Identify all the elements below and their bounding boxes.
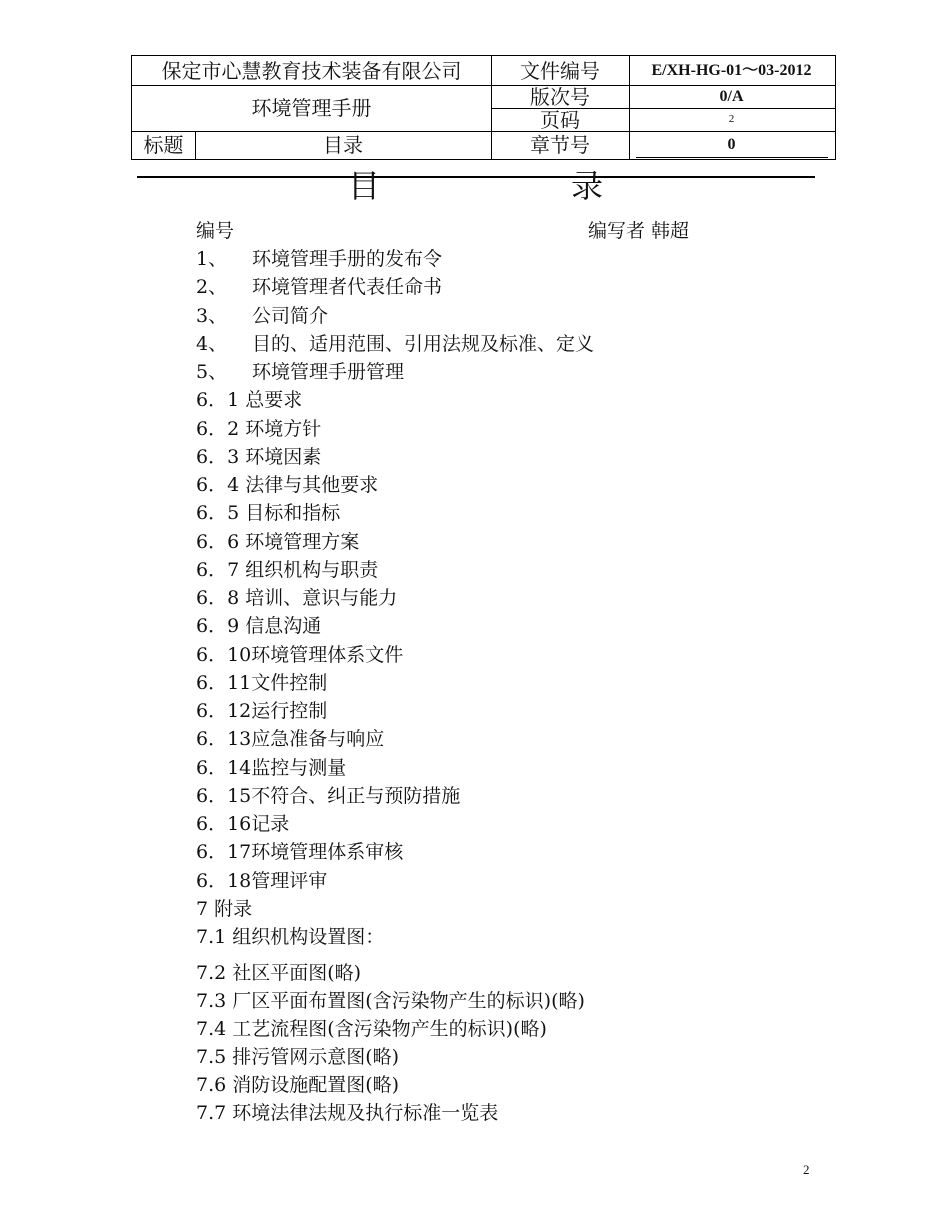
- version-value: 0/A: [719, 87, 744, 105]
- version-underline: [636, 108, 828, 109]
- toc-item: 6．3 环境因素: [196, 446, 322, 468]
- chapter-label: 章节号: [530, 132, 590, 157]
- toc-item: 7.2 社区平面图(略): [196, 962, 362, 984]
- toc-item: [196, 274, 442, 300]
- company-name: 保定市心慧教育技术装备有限公司: [161, 58, 462, 83]
- toc-item-number: 4、: [196, 333, 228, 355]
- toc-item: 6．6 环境管理方案: [196, 531, 360, 553]
- title-value: 目录: [323, 132, 363, 157]
- toc-item: 6．17环境管理体系审核: [196, 841, 404, 863]
- toc-item-number: 2、: [196, 276, 228, 298]
- toc-item: [196, 246, 442, 272]
- toc-item: 7.1 组织机构设置图：: [196, 926, 385, 948]
- toc-item: 6．7 组织机构与职责: [196, 559, 379, 581]
- toc-item: [196, 359, 404, 385]
- page-value: 2: [728, 113, 735, 125]
- toc-item: 7.6 消防设施配置图(略): [196, 1074, 400, 1096]
- doc-number-value: E/XH-HG-01～03-2012: [651, 61, 812, 79]
- toc-item-text: 环境管理手册的发布令: [252, 248, 443, 270]
- toc-item: 6．9 信息沟通: [196, 615, 322, 637]
- chapter-value: 0: [727, 135, 736, 153]
- page-label: 页码: [540, 107, 580, 132]
- toc-item: 6．1 总要求: [196, 389, 303, 411]
- heading-char-1: 目: [348, 167, 381, 205]
- page-number: 2: [803, 1162, 810, 1177]
- toc-item-text: 环境管理手册管理: [252, 361, 405, 383]
- toc-column-label: 编号: [196, 220, 235, 242]
- toc-item: 6．12运行控制: [196, 700, 328, 722]
- page-heading: [0, 166, 950, 206]
- toc-item: [196, 331, 594, 357]
- toc-item: 6．18管理评审: [196, 870, 328, 892]
- author-line: 编写者 韩超: [588, 220, 690, 242]
- toc-item-number: 3、: [196, 305, 228, 327]
- toc-item: 7.7 环境法律法规及执行标准一览表: [196, 1102, 499, 1124]
- toc-item: 6．2 环境方针: [196, 418, 322, 440]
- toc-item: 6．5 目标和指标: [196, 502, 341, 524]
- toc-item: 6．15不符合、纠正与预防措施: [196, 785, 461, 807]
- toc-item-text: 环境管理者代表任命书: [252, 276, 443, 298]
- toc-item-number: 1、: [196, 248, 228, 270]
- toc-item: [196, 303, 328, 329]
- doc-number-label: 文件编号: [520, 58, 600, 83]
- toc-item: 6．13应急准备与响应: [196, 728, 385, 750]
- toc-item: 6．10环境管理体系文件: [196, 644, 404, 666]
- toc-item-text: 目的、适用范围、引用法规及标准、定义: [252, 333, 595, 355]
- manual-title: 环境管理手册: [251, 96, 372, 120]
- toc-item: 7.3 厂区平面布置图(含污染物产生的标识)(略): [196, 990, 585, 1012]
- toc-item: 6．4 法律与其他要求: [196, 474, 379, 496]
- toc-item: 6．14监控与测量: [196, 757, 347, 779]
- heading-char-2: 录: [571, 167, 604, 205]
- toc-item-number: 5、: [196, 361, 228, 383]
- title-label: 标题: [143, 132, 184, 157]
- toc-item: 6．8 培训、意识与能力: [196, 587, 398, 609]
- version-label: 版次号: [530, 84, 590, 109]
- toc-item: 7.5 排污管网示意图(略): [196, 1046, 400, 1068]
- toc-item: 6．11文件控制: [196, 672, 328, 694]
- toc-item-text: 公司简介: [252, 305, 329, 327]
- toc-item: 7 附录: [196, 898, 253, 920]
- page-underline: [636, 131, 828, 132]
- toc-item: 7.4 工艺流程图(含污染物产生的标识)(略): [196, 1018, 547, 1040]
- chapter-underline: [636, 157, 828, 158]
- toc-item: 6．16记录: [196, 813, 290, 835]
